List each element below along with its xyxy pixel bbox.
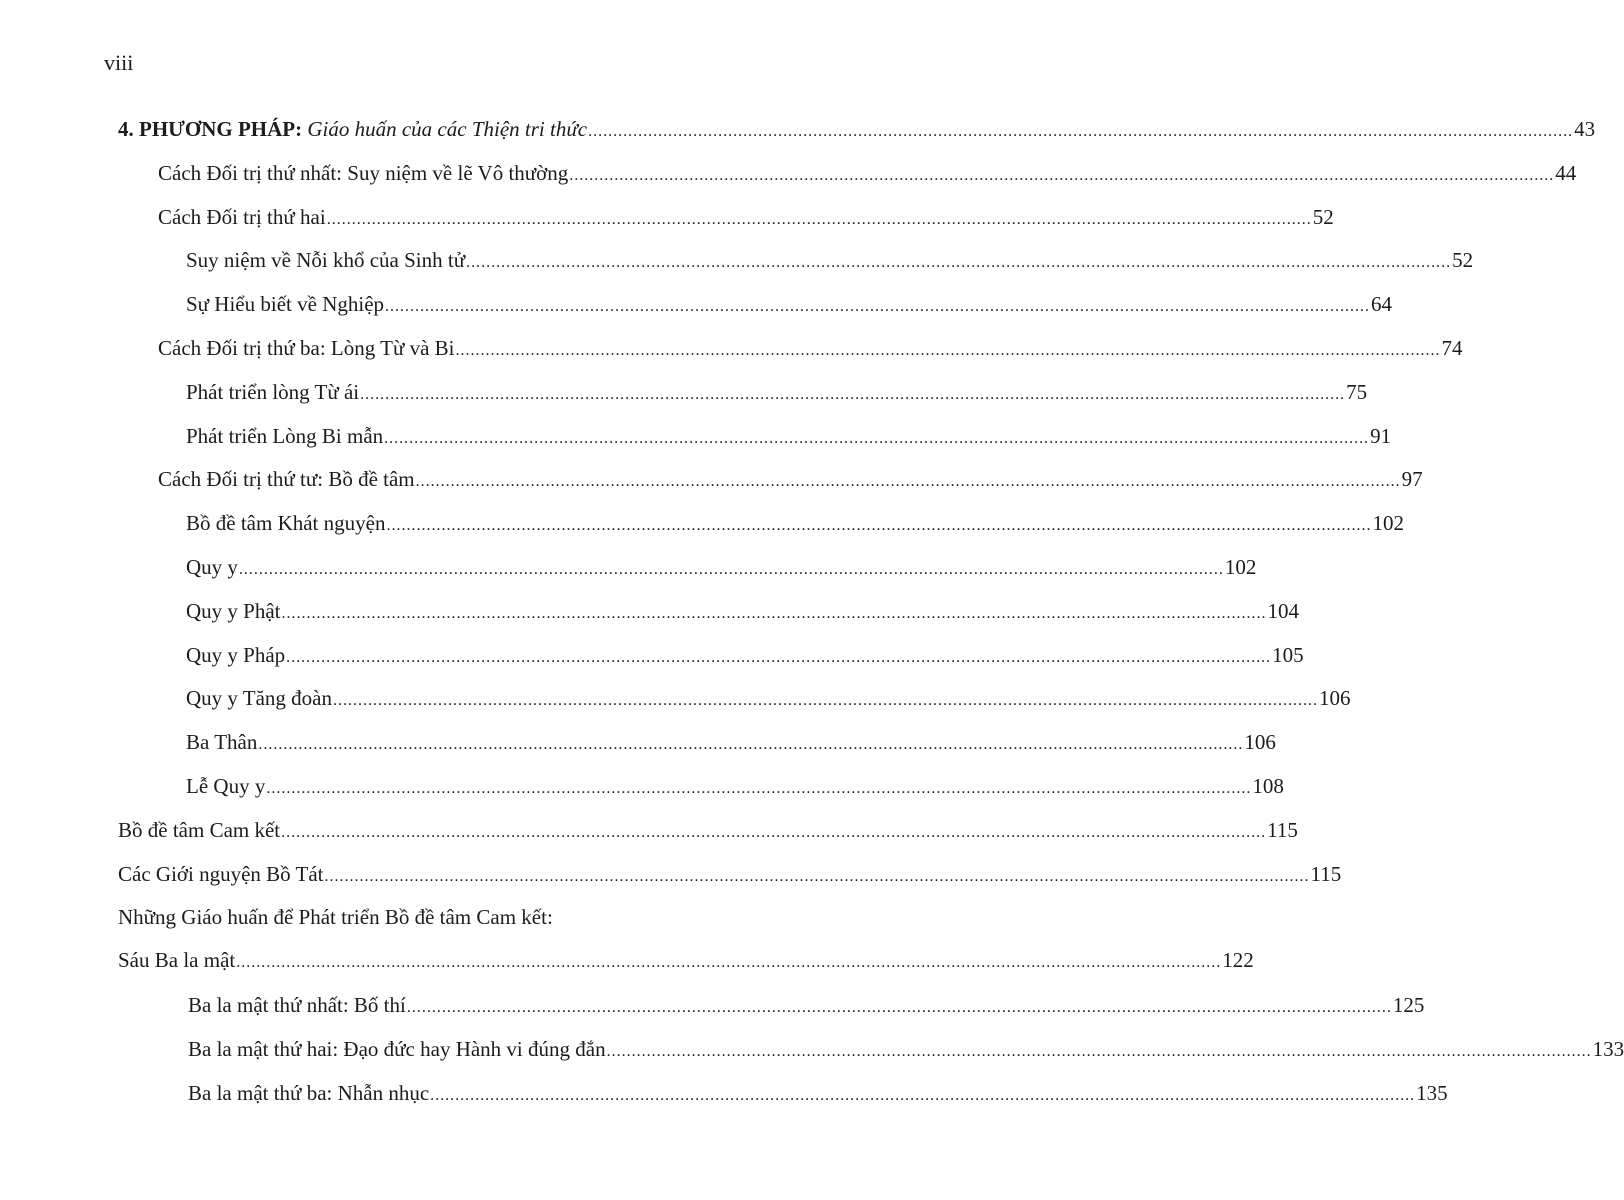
toc-entry-title: Bồ đề tâm Khát nguyện bbox=[186, 511, 386, 536]
toc-leader-dots: ..................................................................................................................................................................................................... bbox=[384, 429, 1370, 447]
toc-leader-dots: ..................................................................................................................................................................................................... bbox=[606, 1043, 1592, 1061]
toc-entry-title: Sự Hiểu biết về Nghiệp bbox=[186, 292, 385, 317]
toc-entry-title: Ba Thân bbox=[186, 730, 258, 755]
toc-entry-title: Cách Đối trị thứ ba: Lòng Từ và Bi bbox=[158, 335, 455, 360]
toc-entry-title: Ba la mật thứ nhất: Bố thí bbox=[188, 993, 406, 1018]
toc-entry-title: Bồ đề tâm Cam kết bbox=[118, 817, 281, 842]
toc-leader-dots: ..................................................................................................................................................................................................... bbox=[333, 692, 1319, 710]
toc-page-number: 105 bbox=[1272, 642, 1304, 667]
toc-leader-dots: ..................................................................................................................................................................................................... bbox=[569, 166, 1555, 184]
toc-page-number: 52 bbox=[1312, 204, 1334, 229]
toc-page-number: 43 bbox=[1574, 117, 1596, 141]
toc-page-number: 75 bbox=[1346, 379, 1368, 404]
toc-leader-dots: ..................................................................................................................................................................................................... bbox=[385, 298, 1371, 316]
toc-entry-title: Lễ Quy y bbox=[186, 773, 266, 798]
toc-entry-title: Ba la mật thứ hai: Đạo đức hay Hành vi đúng đắn bbox=[188, 1037, 606, 1062]
toc-entry[interactable] bbox=[0, 807, 1298, 851]
toc-page-number: 125 bbox=[1392, 993, 1425, 1018]
toc-page-number: 106 bbox=[1319, 686, 1351, 711]
toc-leader-dots: ..................................................................................................................................................................................................... bbox=[238, 560, 1224, 578]
toc-entry-two-line[interactable] bbox=[0, 894, 1254, 982]
toc-leader-dots: ..................................................................................................................................................................................................... bbox=[466, 254, 1452, 272]
toc-entry[interactable] bbox=[0, 588, 1299, 632]
toc-page-number: 102 bbox=[1224, 554, 1257, 579]
toc-entry-title bbox=[118, 116, 587, 142]
toc-entry-title: Quy y Tăng đoàn bbox=[186, 686, 333, 711]
toc-page-number: 106 bbox=[1244, 730, 1276, 755]
toc-leader-dots: ..................................................................................................................................................................................................... bbox=[324, 867, 1310, 885]
toc-entry-title: Ba la mật thứ ba: Nhẫn nhục bbox=[188, 1080, 430, 1105]
toc-leader-dots: ..................................................................................................................................................................................................... bbox=[326, 210, 1312, 228]
toc-entry-title: Phát triển Lòng Bi mẫn bbox=[186, 423, 384, 448]
toc-entry[interactable] bbox=[0, 369, 1368, 413]
toc-entry[interactable] bbox=[0, 194, 1334, 238]
toc-entry[interactable] bbox=[0, 632, 1304, 676]
toc-entry[interactable] bbox=[0, 851, 1342, 895]
toc-entry[interactable] bbox=[0, 281, 1393, 325]
toc-leader-dots: ..................................................................................................................................................................................................... bbox=[415, 473, 1401, 491]
table-of-contents bbox=[0, 106, 1624, 1114]
toc-entry[interactable] bbox=[0, 413, 1392, 457]
toc-entry-title: Các Giới nguyện Bồ Tát bbox=[118, 861, 324, 886]
toc-leader-dots: ..................................................................................................................................................................................................... bbox=[360, 385, 1346, 403]
toc-page-number: 97 bbox=[1401, 467, 1423, 492]
toc-entry[interactable] bbox=[0, 500, 1404, 544]
toc-entry-title: Quy y Pháp bbox=[186, 642, 286, 667]
toc-page-number: 135 bbox=[1416, 1080, 1448, 1105]
toc-leader-dots: ..................................................................................................................................................................................................... bbox=[455, 341, 1441, 359]
toc-leader-dots: ..................................................................................................................................................................................................... bbox=[266, 779, 1252, 797]
toc-page-number: 122 bbox=[1222, 948, 1254, 973]
toc-leader-dots: ..................................................................................................................................................................................................... bbox=[236, 954, 1222, 972]
toc-entry[interactable] bbox=[0, 982, 1425, 1026]
toc-page-number: 52 bbox=[1452, 248, 1474, 273]
toc-entry-title: Cách Đối trị thứ nhất: Suy niệm về lẽ Vô thường bbox=[158, 160, 569, 185]
toc-entry-title: Phát triển lòng Từ ái bbox=[186, 379, 360, 404]
toc-heading-entry[interactable] bbox=[0, 106, 1596, 150]
toc-entry-title-line1: Những Giáo huấn để Phát triển Bồ đề tâm Cam kết: bbox=[118, 905, 553, 930]
toc-entry[interactable] bbox=[0, 456, 1423, 500]
page-number: viii bbox=[104, 50, 134, 75]
toc-leader-dots: ..................................................................................................................................................................................................... bbox=[286, 648, 1272, 666]
toc-leader-dots: ..................................................................................................................................................................................................... bbox=[406, 999, 1392, 1017]
toc-entry[interactable] bbox=[0, 675, 1351, 719]
toc-entry[interactable] bbox=[0, 763, 1284, 807]
toc-leader-dots: ..................................................................................................................................................................................................... bbox=[258, 736, 1244, 754]
toc-page-number: 108 bbox=[1252, 773, 1284, 798]
toc-page-number: 115 bbox=[1310, 861, 1342, 886]
toc-entry-title: Quy y bbox=[186, 554, 238, 579]
toc-leader-dots: ..................................................................................................................................................................................................... bbox=[588, 123, 1574, 140]
toc-page-number: 102 bbox=[1372, 511, 1404, 536]
toc-page-number: 91 bbox=[1370, 423, 1392, 448]
section-subtitle: Giáo huấn của các Thiện tri thức bbox=[307, 117, 588, 141]
toc-page-number: 74 bbox=[1441, 335, 1463, 360]
toc-entry[interactable] bbox=[0, 237, 1474, 281]
toc-entry-title: Suy niệm về Nỗi khổ của Sinh tử bbox=[186, 248, 466, 273]
toc-page-number: 133 bbox=[1592, 1037, 1624, 1062]
toc-entry[interactable] bbox=[0, 544, 1257, 588]
section-number-title: 4. PHƯƠNG PHÁP: bbox=[118, 117, 303, 141]
toc-entry[interactable] bbox=[0, 325, 1463, 369]
toc-entry-title: Cách Đối trị thứ hai bbox=[158, 204, 326, 229]
toc-entry[interactable] bbox=[0, 719, 1276, 763]
toc-leader-dots: ..................................................................................................................................................................................................... bbox=[386, 517, 1372, 535]
toc-page-number: 44 bbox=[1555, 160, 1577, 185]
toc-entry[interactable] bbox=[0, 1026, 1624, 1070]
toc-leader-dots: ..................................................................................................................................................................................................... bbox=[430, 1086, 1416, 1104]
toc-page-number: 115 bbox=[1267, 817, 1298, 842]
toc-leader-dots: ..................................................................................................................................................................................................... bbox=[281, 823, 1267, 841]
toc-entry[interactable] bbox=[0, 1070, 1448, 1114]
toc-page-number: 104 bbox=[1267, 598, 1299, 623]
toc-entry[interactable] bbox=[0, 150, 1577, 194]
toc-entry-title: Sáu Ba la mật bbox=[118, 948, 236, 973]
toc-entry-title: Cách Đối trị thứ tư: Bồ đề tâm bbox=[158, 467, 415, 492]
toc-leader-dots: ..................................................................................................................................................................................................... bbox=[281, 604, 1267, 622]
toc-entry-title: Quy y Phật bbox=[186, 598, 281, 623]
toc-page-number: 64 bbox=[1371, 292, 1393, 317]
